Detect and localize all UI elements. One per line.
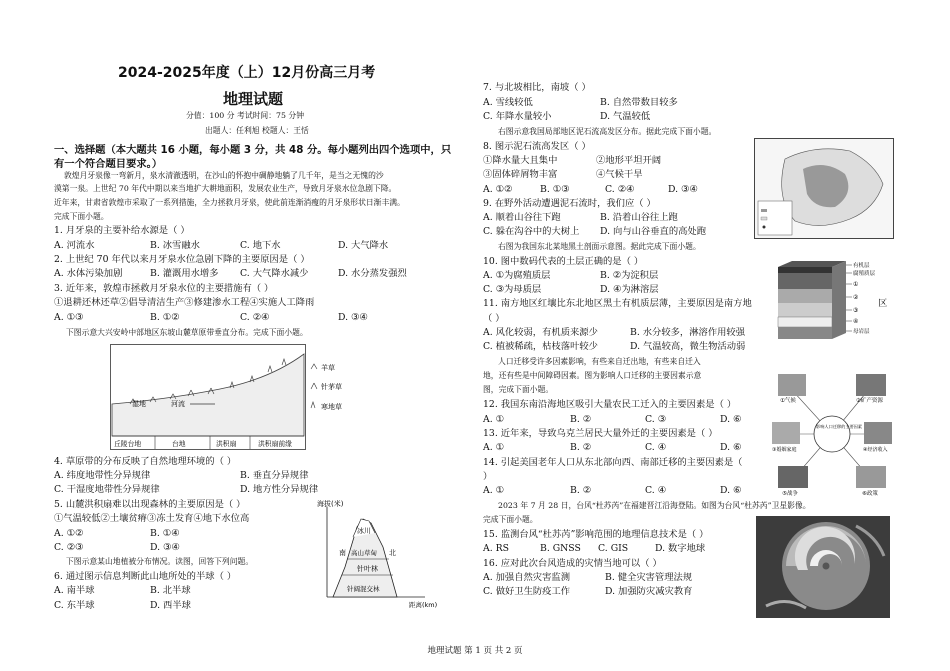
q8-stem: 8. 图示泥石流高发区（ ）	[483, 141, 591, 152]
debris-flow-map	[754, 138, 894, 239]
passage3: 下图示意某山地植被分布情况。读图，回答下列问题。	[66, 557, 254, 566]
q5-option-d: D. ③④	[150, 542, 180, 553]
q4-option-a: A. 纬度地带性分异规律	[54, 470, 151, 481]
q14-option-b: B. ②	[570, 485, 592, 496]
soil-label-humus: 腐殖质层	[853, 271, 876, 277]
q1-option-b: B. 冰雪融水	[150, 240, 200, 251]
migration-policy: ⑥政策	[862, 491, 878, 497]
migration-war: ⑤战争	[782, 491, 798, 497]
passage6-line: 地，还有些是中间障碍因素。图为影响人口迁移的主要因素示意	[483, 371, 702, 380]
q1-option-a: A. 河流水	[54, 240, 95, 251]
passage6-line: 图，完成下面小题。	[483, 385, 554, 394]
q15-stem: 15. 监测台风“杜苏芮”影响范围的地理信息技术是（ ）	[483, 529, 709, 540]
q13-option-b: B. ②	[570, 442, 592, 453]
q10-option-d: D. ④为淋溶层	[600, 284, 659, 295]
fig1-label-wetland: 湿地	[132, 400, 146, 408]
q15-option-a: A. RS	[483, 543, 509, 554]
q4-option-d: D. 地方性分异规律	[240, 484, 319, 495]
passage7-line: 完成下面小题。	[483, 515, 538, 524]
q9-option-a: A. 顺着山谷往下跑	[483, 212, 561, 223]
grassland-figure	[110, 344, 355, 450]
q3-option-d: D. ③④	[338, 312, 368, 323]
q14-option-a: A. ①	[483, 485, 504, 496]
q9-option-c: C. 躲在沟谷中的大树上	[483, 226, 580, 237]
q8-item-3: ③固体碎屑物丰富	[483, 169, 558, 180]
q5-stem: 5. 山麓洪积扇难以出现森林的主要原因是（ ）	[54, 499, 246, 510]
q14-option-d: D. ⑥	[720, 485, 742, 496]
fig2-north: 北	[389, 549, 396, 557]
passage-line: 漠第一泉。上世纪 70 年代中期以来当地扩大耕地面积，发展农业生产，导致月牙泉水位急剧下降。	[54, 184, 397, 193]
passage-line: 近年来，甘肃省敦煌市采取了一系列措施，全力拯救月牙泉，使此前连渐消瘦的月牙泉形状日渐丰满。	[54, 198, 405, 207]
q4-option-c: C. 干湿度地带性分异规律	[54, 484, 160, 495]
fig1-zone-terrace: 台地	[172, 440, 186, 448]
q4-option-b: B. 垂直分异规律	[240, 470, 309, 481]
passage4: 右图示意我国局部地区泥石流高发区分布。据此完成下面小题。	[498, 127, 717, 136]
q5-option-a: A. ①②	[54, 528, 84, 539]
fig2-ylabel: 海拔(米)	[317, 500, 344, 508]
fig2-glacier: 冰川	[357, 527, 371, 535]
q6-stem: 6. 通过图示信息判断此山地所处的半球（ ）	[54, 571, 237, 582]
q13-stem: 13. 近年来，导致乌克兰居民大量外迁的主要因素是（ ）	[483, 428, 718, 439]
q11-option-b: B. 水分较多，淋溶作用较强	[630, 327, 746, 338]
q14-stem: 14. 引起美国老年人口从东北部向西、南部迁移的主要因素是（	[483, 457, 743, 468]
q16-option-d: D. 加强防灾减灾教育	[605, 586, 693, 597]
q11-option-d: D. 气温较高，微生物活动弱	[630, 341, 746, 352]
exam-title: 2024-2025年度（上）12月份高三月考	[118, 65, 376, 81]
q14-option-c: C. ④	[645, 485, 667, 496]
q10-option-b: B. ②为淀积层	[600, 270, 659, 281]
soil-label-4: ④	[853, 318, 859, 325]
q16-option-b: B. 健全灾害管理法规	[605, 572, 693, 583]
q15-option-d: D. 数字地球	[655, 543, 706, 554]
migration-income: ④经济收入	[863, 447, 888, 453]
q14-stem-2: ）	[483, 471, 493, 482]
page-footer: 地理试题 第 1 页 共 2 页	[427, 646, 523, 656]
q2-option-b: B. 灌溉用水增多	[150, 268, 219, 279]
q7-option-a: A. 雪线较低	[483, 97, 533, 108]
q12-option-a: A. ①	[483, 414, 504, 425]
migration-factors-figure	[770, 370, 895, 498]
passage-line: 完成下面小题。	[54, 212, 109, 221]
q11-option-c: C. 植被稀疏，枯枝落叶较少	[483, 341, 598, 352]
q2-option-c: C. 大气降水减少	[240, 268, 309, 279]
passage-line: 敦煌月牙泉像一弯新月，泉水清澈透明，在沙山的怀抱中碉静地躺了几千年，是当之无愧的沙	[64, 171, 384, 180]
q15-option-c: C. GIS	[598, 543, 629, 554]
soil-label-2: ②	[853, 294, 859, 301]
q8-item-2: ②地形平坦开阔	[596, 155, 662, 166]
typhoon-satellite-image	[756, 516, 890, 618]
fig1-label-river: 河流	[171, 400, 185, 408]
passage2: 下图示意大兴安岭中部地区东坡山麓草原带垂直分布。完成下面小题。	[66, 328, 308, 337]
q9-stem: 9. 在野外活动遭遇泥石流时，我们应（ ）	[483, 198, 656, 209]
q16-option-c: C. 做好卫生防疫工作	[483, 586, 571, 597]
q6-option-a: A. 南半球	[54, 585, 95, 596]
q2-stem: 2. 上世纪 70 年代以来月牙泉水位急剧下降的主要原因是（ ）	[54, 254, 310, 265]
q13-option-d: D. ⑥	[720, 442, 742, 453]
q6-option-b: B. 北半球	[150, 585, 191, 596]
q9-option-d: D. 向与山谷垂直的高处跑	[600, 226, 707, 237]
soil-profile-figure	[772, 257, 880, 343]
migration-marriage: ③婚姻家庭	[772, 447, 797, 453]
q3-stem: 3. 近年来，敦煌市拯救月牙泉水位的主要措施有（ ）	[54, 283, 274, 294]
fig2-meadow: 高山草甸	[351, 549, 377, 557]
q12-option-c: C. ③	[645, 414, 667, 425]
q1-stem: 1. 月牙泉的主要补给水源是（ ）	[54, 225, 190, 236]
q11-stem-end: 区	[878, 298, 888, 309]
q6-option-d: D. 西半球	[150, 600, 191, 611]
migration-mineral: ②矿产资源	[856, 398, 883, 404]
section-heading-2: 有一个符合题目要求。）	[54, 158, 163, 170]
q12-stem: 12. 我国东南沿海地区吸引大量农民工迁入的主要因素是（ ）	[483, 399, 737, 410]
exam-authors: 出题人：任利旭 校题人：王恬	[205, 126, 309, 135]
fig1-zone-fan-front: 洪积扇前缘	[258, 440, 292, 448]
q16-stem: 16. 应对此次台风造成的灾情当地可以（ ）	[483, 558, 662, 569]
q16-option-a: A. 加强自然灾害监测	[483, 572, 570, 583]
fig2-mixed: 针阔混交林	[347, 585, 380, 593]
q12-option-d: D. ⑥	[720, 414, 742, 425]
q5-option-c: C. ②③	[54, 542, 84, 553]
soil-label-bedrock: 母岩层	[853, 329, 870, 335]
migration-climate: ①气候	[780, 398, 796, 404]
q3-option-b: B. ①②	[150, 312, 180, 323]
q12-option-b: B. ②	[570, 414, 592, 425]
fig2-xlabel: 距离(km)	[409, 601, 438, 609]
q9-option-b: B. 沿着山谷往上跑	[600, 212, 678, 223]
q8-item-4: ④气候干旱	[596, 169, 643, 180]
q7-option-c: C. 年降水量较小	[483, 111, 552, 122]
q5-option-b: B. ①④	[150, 528, 180, 539]
soil-label-organic: 有机层	[853, 263, 870, 269]
q13-option-a: A. ①	[483, 442, 504, 453]
section-heading: 一、选择题（本大题共 16 小题，每小题 3 分，共 48 分。每小题列出四个选项中，只	[54, 144, 452, 156]
q10-option-c: C. ③为母质层	[483, 284, 542, 295]
fig1-zone-hill: 丘陵台地	[114, 440, 142, 448]
q8-option-c: C. ②④	[605, 184, 635, 195]
subject-title: 地理试题	[223, 90, 284, 108]
mountain-figure	[305, 497, 450, 609]
fig2-conifer: 针叶林	[357, 565, 378, 573]
fig1-legend-cold-grass: 寒地草	[321, 403, 342, 411]
q15-option-b: B. GNSS	[540, 543, 581, 554]
q8-option-b: B. ①③	[540, 184, 570, 195]
q13-option-c: C. ④	[645, 442, 667, 453]
soil-label-1: ①	[853, 281, 859, 288]
fig1-zone-fan: 洪积扇	[216, 440, 237, 448]
q10-stem: 10. 图中数码代表的土层正确的是（ ）	[483, 256, 644, 267]
passage5: 右图为我国东北某地黑土剖面示意图。据此完成下面小题。	[498, 242, 701, 251]
q2-option-a: A. 水体污染加剧	[54, 268, 123, 279]
passage7-line: 2023 年 7 月 28 日，台风“杜苏芮”在福建晋江沿海登陆。如图为台风“杜苏芮”卫星影像。	[498, 501, 811, 510]
q11-stem: 11. 南方地区红壤比东北地区黑土有机质层薄，主要原因是南方地	[483, 298, 752, 309]
q8-option-d: D. ③④	[668, 184, 698, 195]
q1-option-c: C. 地下水	[240, 240, 281, 251]
q3-items: ①退耕还林还草②倡导清洁生产③修建渗水工程④实施人工降雨	[54, 297, 315, 308]
q7-option-d: D. 气温较低	[600, 111, 651, 122]
q1-option-d: D. 大气降水	[338, 240, 389, 251]
q10-option-a: A. ①为腐殖质层	[483, 270, 551, 281]
soil-label-3: ③	[853, 307, 859, 314]
q7-option-b: B. 自然带数目较多	[600, 97, 678, 108]
passage6-line: 人口迁移受许多因素影响，有些来自迁出地，有些来自迁入	[498, 357, 701, 366]
q8-option-a: A. ①②	[483, 184, 513, 195]
fig2-south: 南	[339, 549, 346, 557]
q11-stem-2: （ ）	[483, 313, 505, 324]
exam-meta: 分值：100 分 考试时间：75 分钟	[186, 111, 305, 120]
q5-items: ①气温较低②土壤贫瘠③冻土发育④地下水位高	[54, 513, 250, 524]
q11-option-a: A. 风化较弱，有机质来源少	[483, 327, 598, 338]
fig1-legend-stipa: 针茅草	[321, 383, 342, 391]
q6-option-c: C. 东半球	[54, 600, 95, 611]
fig1-legend-leymus: 羊草	[321, 364, 335, 372]
q4-stem: 4. 草原带的分布反映了自然地理环境的（ ）	[54, 456, 237, 467]
q7-stem: 7. 与北坡相比，南坡（ ）	[483, 82, 591, 93]
q2-option-d: D. 水分蒸发强烈	[338, 268, 407, 279]
q3-option-c: C. ②④	[240, 312, 270, 323]
q8-item-1: ①降水量大且集中	[483, 155, 558, 166]
q3-option-a: A. ①③	[54, 312, 84, 323]
migration-center-label: 影响人口迁移的主要因素	[816, 424, 863, 429]
